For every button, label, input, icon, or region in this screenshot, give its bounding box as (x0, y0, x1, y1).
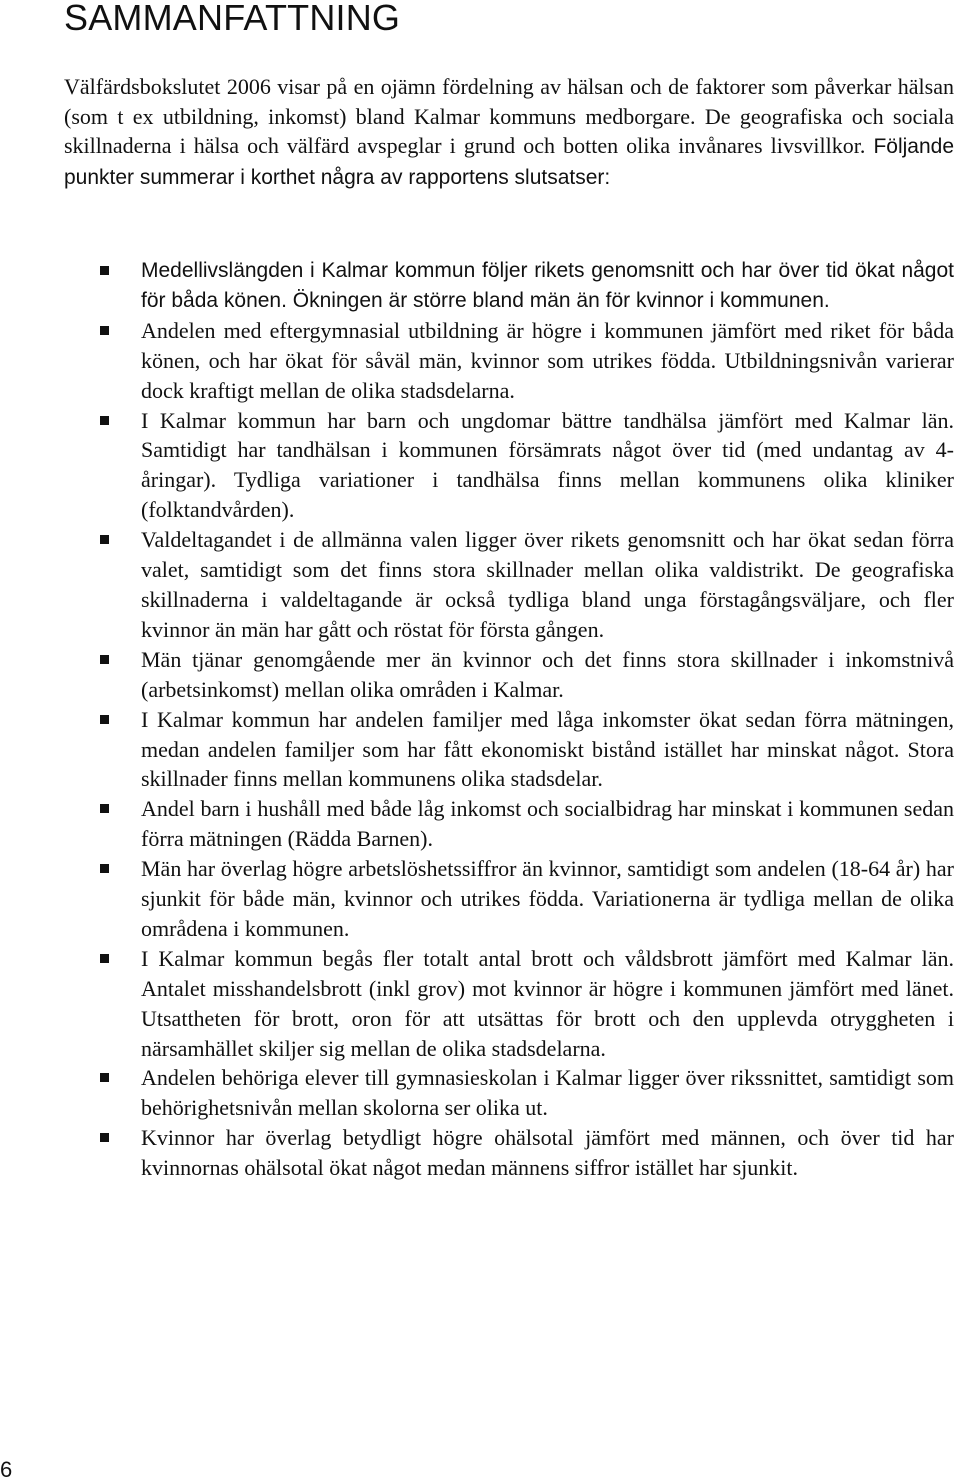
list-item-text: I Kalmar kommun begås fler totalt antal brott och våldsbrott jämfört med Kalmar län. Antalet misshandelsbrott (inkl grov) mot kvinnor är högre i kommunen jämfört med länet. Utsattheten för brott, oron för att utsättas för brott och den upplevda otryggheten i närsamhället skiljer sig mellan de olika stadsdelarna. (141, 945, 954, 1061)
square-bullet-icon (100, 416, 109, 425)
list-item-text: Andelen med eftergymnasial utbildning är högre i kommunen jämfört med riket för båda könen, och har ökat för såväl män, kvinnor som utrikes födda. Utbildningsnivån varierar dock kraftigt mellan de olika stadsdelarna. (141, 317, 954, 403)
square-bullet-icon (100, 326, 109, 335)
list-item-text: Medellivslängden i Kalmar kommun följer rikets genomsnitt och har över tid ökat något för båda könen. Ökningen är större bland män än för kvinnor i kommunen. (141, 259, 954, 312)
list-item (100, 794, 954, 854)
list-item-text: Män tjänar genomgående mer än kvinnor och det finns stora skillnader i inkomstnivå (arbetsinkomst) mellan olika områden i Kalmar. (141, 646, 954, 702)
square-bullet-icon (100, 864, 109, 873)
list-item (100, 1123, 954, 1183)
list-item-text: I Kalmar kommun har andelen familjer med låga inkomster ökat sedan förra mätningen, medan andelen familjer som har fått ekonomiskt bistånd istället har minskat något. Stora skillnader finns mellan kommunens olika stadsdelar. (141, 706, 954, 792)
list-item-text: Valdeltagandet i de allmänna valen ligger över rikets genomsnitt och har ökat sedan förra valet, samtidigt som det finns stora skillnader mellan olika valdistrikt. De geografiska skillnaderna i valdeltagande är också tydliga bland unga förstagångsväljare, och fler kvinnor än män har gått och röstat för första gången. (141, 527, 954, 642)
list-item-text: Kvinnor har överlag betydligt högre ohälsotal jämfört med männen, och över tid har kvinnornas ohälsotal ökat något medan männens siffror istället har sjunkit. (141, 1125, 954, 1181)
square-bullet-icon (100, 804, 109, 813)
list-item (100, 525, 954, 645)
list-item (100, 705, 954, 795)
page-number: 6 (0, 1457, 13, 1482)
list-item (100, 406, 954, 526)
list-item (100, 854, 954, 944)
list-item-text: I Kalmar kommun har barn och ungdomar bättre tandhälsa jämfört med Kalmar län. Samtidigt har tandhälsan i kommunen försämrats något över tid (med undantag av 4-åringar). Tydliga variationer i tandhälsa finns mellan kommunens olika kliniker (folktandvården). (141, 407, 954, 523)
intro-summary-text: Följande punkter summerar i korthet några av rapportens slutsatser: (64, 135, 955, 189)
intro-paragraph (64, 72, 954, 192)
list-item-text: Män har överlag högre arbetslöshetssiffror än kvinnor, samtidigt som andelen (18-64 år) har sjunkit för både män, kvinnor och utrikes födda. Variationerna är tydliga mellan de olika områdena i kommunen. (141, 856, 954, 941)
square-bullet-icon (100, 1133, 109, 1142)
list-item (100, 1063, 954, 1123)
list-item-text: Andel barn i hushåll med både låg inkomst och socialbidrag har minskat i kommunen sedan förra mätningen (Rädda Barnen). (141, 796, 954, 852)
square-bullet-icon (100, 954, 109, 963)
conclusions-list (100, 256, 954, 1183)
square-bullet-icon (100, 1073, 109, 1082)
square-bullet-icon (100, 655, 109, 664)
list-item (100, 316, 954, 406)
list-item (100, 944, 954, 1064)
square-bullet-icon (100, 715, 109, 724)
list-item (100, 645, 954, 705)
list-item-text: Andelen behöriga elever till gymnasieskolan i Kalmar ligger över rikssnittet, samtidigt som behörighetsnivån mellan skolorna ser olika ut. (141, 1065, 954, 1121)
intro-text: Välfärdsbokslutet 2006 visar på en ojämn fördelning av hälsan och de faktorer som påverkar hälsan (som t ex utbildning, inkomst) bland Kalmar kommuns medborgare. De geografiska och sociala skillnaderna i hälsa och välfärd avspeglar i grund och botten olika invånares livsvillkor. (64, 74, 954, 159)
list-item (100, 256, 954, 316)
square-bullet-icon (100, 266, 109, 275)
square-bullet-icon (100, 535, 109, 544)
page-title: SAMMANFATTNING (64, 0, 401, 38)
